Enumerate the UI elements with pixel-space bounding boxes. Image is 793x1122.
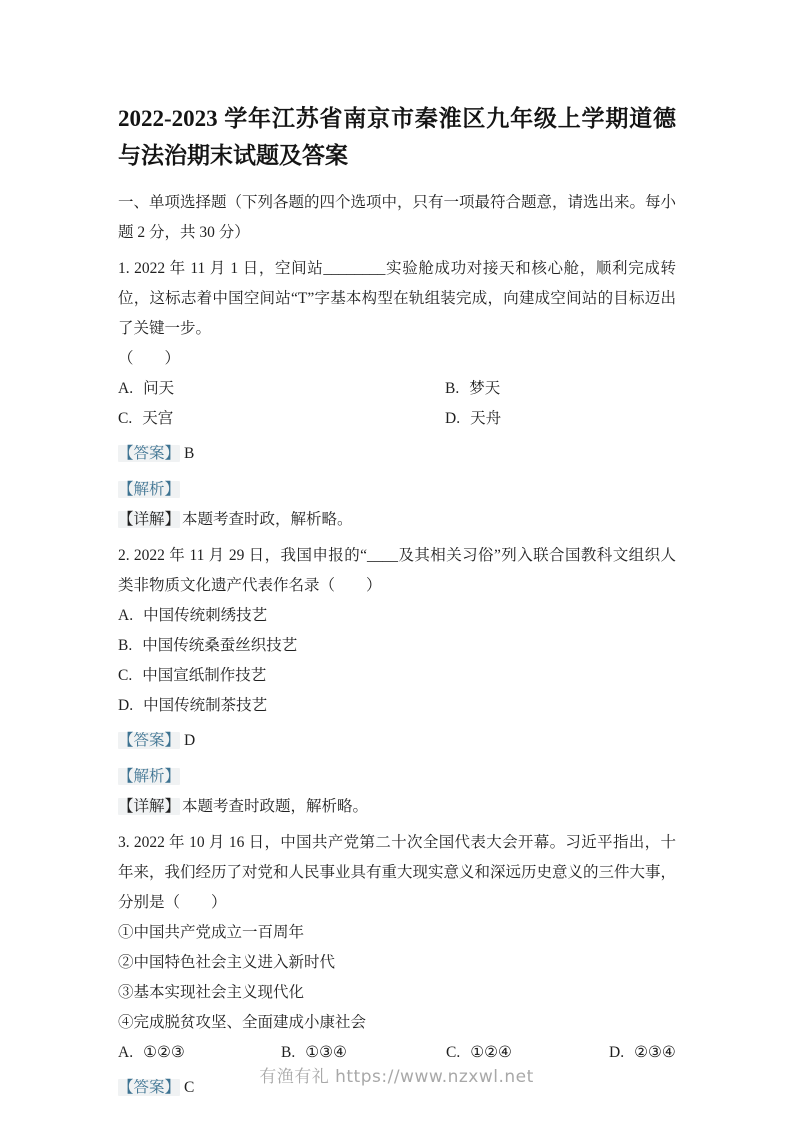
detail-row (118, 505, 676, 535)
option-c (118, 404, 445, 434)
option-text: 中国传统刺绣技艺 (143, 607, 268, 624)
option-label: C. (118, 410, 133, 427)
option-label: B. (118, 637, 133, 654)
option-text: ②③④ (634, 1044, 676, 1061)
option-text: ①③④ (305, 1044, 347, 1061)
analysis-row (118, 475, 676, 505)
option-label: D. (118, 697, 134, 714)
question-stem: 2. 2022 年 11 月 29 日，我国申报的“____及其相关习俗”列入联合国教科文组织人类非物质文化遗产代表作名录（ ） (118, 547, 676, 594)
question-stem: 3. 2022 年 10 月 16 日，中国共产党第二十次全国代表大会开幕。习近平指出，十年来，我们经历了对党和人民事业具有重大现实意义和深远历史意义的三件大事，分别是（ ） (118, 834, 677, 911)
answer-label: 【答案】 (118, 1079, 181, 1096)
option-text: 中国传统制茶技艺 (143, 697, 268, 714)
option-text: 中国宣纸制作技艺 (142, 667, 267, 684)
answer-value: B (184, 445, 195, 462)
detail-text: 本题考查时政题，解析略。 (182, 798, 369, 815)
option-label: B. (281, 1044, 296, 1061)
option-label: C. (118, 667, 133, 684)
page-title: 2022-2023 学年江苏省南京市秦淮区九年级上学期道德与法治期末试题及答案 (118, 106, 676, 168)
option-d (118, 691, 676, 721)
section-header: 一、单项选择题（下列各题的四个选项中，只有一项最符合题意，请选出来。每小题 2 分，共 30 分） (118, 194, 677, 241)
option-label: D. (609, 1044, 625, 1061)
option-b (118, 631, 676, 661)
option-text: 天舟 (470, 410, 502, 427)
option-text: 问天 (143, 380, 175, 397)
option-a (118, 374, 445, 404)
option-label: C. (446, 1044, 461, 1061)
analysis-label: 【解析】 (118, 481, 181, 498)
option-text: 中国传统桑蚕丝织技艺 (142, 637, 298, 654)
list-item: ③基本实现社会主义现代化 (118, 984, 305, 1001)
analysis-label: 【解析】 (118, 768, 181, 785)
answer-label: 【答案】 (118, 445, 181, 462)
option-b (445, 374, 676, 404)
question-stem: 1. 2022 年 11 月 1 日，空间站________实验舱成功对接天和核心舱，顺利完成转位，这标志着中国空间站“T”字基本构型在轨组装完成，向建成空间站的目标迈出了关键一步。 (118, 260, 676, 337)
option-c (118, 661, 676, 691)
option-label: D. (445, 410, 461, 427)
option-label: B. (445, 380, 460, 397)
answer-value: C (184, 1079, 195, 1096)
answer-row (118, 439, 676, 469)
option-text: ①②④ (470, 1044, 512, 1061)
options-list (118, 601, 676, 721)
list-item: ④完成脱贫攻坚、全面建成小康社会 (118, 1014, 367, 1031)
option-label: A. (118, 380, 134, 397)
option-d (445, 404, 676, 434)
question-1 (118, 254, 676, 535)
footer-link[interactable]: 有渔有礼 https://www.nzxwl.net (259, 1067, 534, 1087)
detail-row (118, 792, 676, 822)
analysis-row (118, 762, 676, 792)
list-item: ①中国共产党成立一百周年 (118, 924, 305, 941)
list-item: ②中国特色社会主义进入新时代 (118, 954, 336, 971)
answer-row (118, 726, 676, 756)
answer-label: 【答案】 (118, 732, 181, 749)
option-label: A. (118, 607, 134, 624)
question-2 (118, 541, 676, 822)
option-text: 天宫 (142, 410, 174, 427)
options-grid (118, 374, 676, 434)
footer (0, 1064, 793, 1090)
option-text: 梦天 (469, 380, 501, 397)
question-3 (118, 828, 676, 1103)
detail-label: 【详解】 (118, 511, 181, 528)
detail-label: 【详解】 (118, 798, 181, 815)
option-text: ①②③ (143, 1044, 185, 1061)
option-label: A. (118, 1044, 134, 1061)
answer-paren: （ ） (118, 350, 181, 367)
detail-text: 本题考查时政，解析略。 (182, 511, 353, 528)
answer-value: D (184, 732, 196, 749)
option-a (118, 601, 676, 631)
